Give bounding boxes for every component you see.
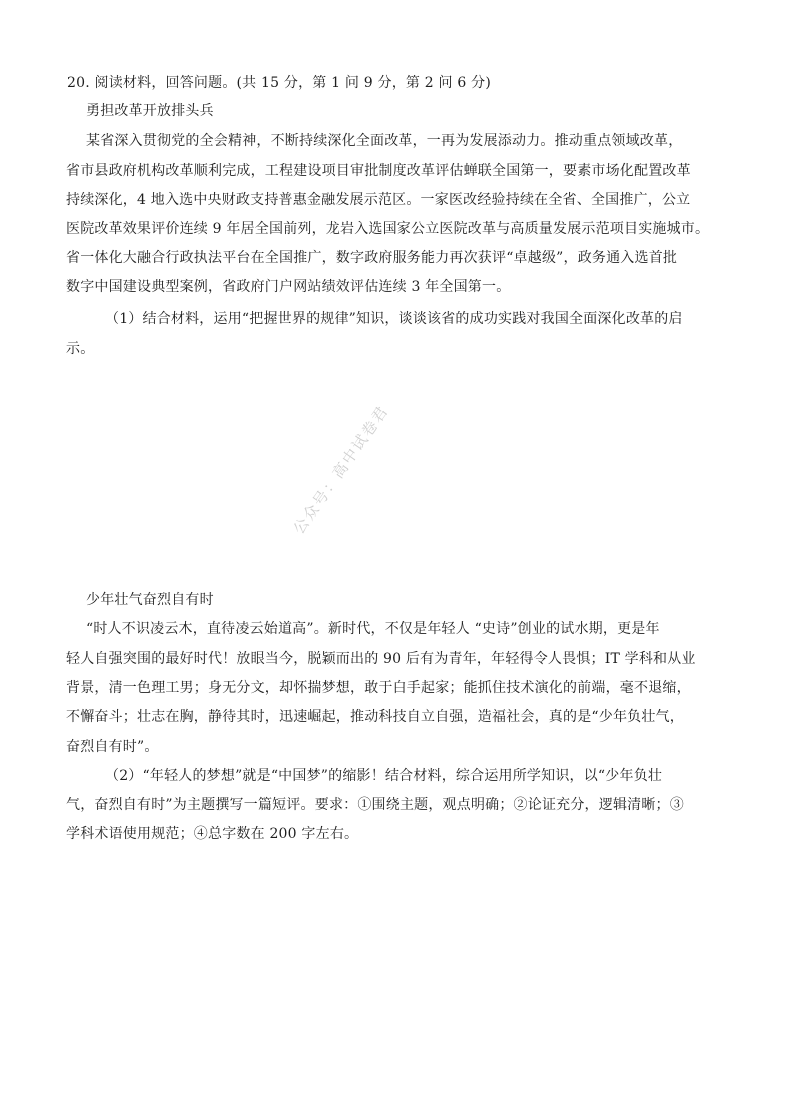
material-2-line: 不懈奋斗；壮志在胸，静待其时，迅速崛起，推动科技自立自强，造福社会，真的是“少年负壮气， bbox=[66, 709, 684, 725]
material-2-line: 奋烈自有时”。 bbox=[66, 739, 159, 755]
question-2-text-cont: 气，奋烈自有时”为主题撰写一篇短评。要求：①围绕主题，观点明确；②论证充分，逻辑清晰；③ bbox=[66, 797, 684, 813]
material-1-line: 某省深入贯彻党的全会精神，不断持续深化全面改革，一再为发展添动力。推动重点领域改革， bbox=[86, 133, 683, 149]
question-2-text-cont: 学科术语使用规范；④总字数在 200 字左右。 bbox=[66, 826, 359, 842]
material-2-line: “时人不识凌云木，直待凌云始道高”。新时代，不仅是年轻人 “史诗”创业的试水期，更是年 bbox=[86, 621, 660, 637]
question-1-text: （1）结合材料，运用“把握世界的规律”知识，谈谈该省的成功实践对我国全面深化改革的启 bbox=[105, 311, 683, 327]
material-1-line: 数字中国建设典型案例，省政府门户网站绩效评估连续 3 年全国第一。 bbox=[66, 279, 511, 295]
material-1-line: 省一体化大融合行政执法平台在全国推广，数字政府服务能力再次获评“卓越级”，政务通入选首批 bbox=[66, 250, 678, 266]
material-2-line: 背景，清一色理工男；身无分文，却怀揣梦想，敢于白手起家；能抓住技术演化的前端，毫不退缩， bbox=[66, 680, 691, 696]
material-1-line: 省市县政府机构改革顺利完成，工程建设项目审批制度改革评估蝉联全国第一，要素市场化配置改革 bbox=[66, 163, 691, 179]
question-header: 20. 阅读材料，回答问题。(共 15 分，第 1 问 9 分，第 2 问 6 分) bbox=[67, 75, 491, 91]
material-1-line: 持续深化，4 地入选中央财政支持普惠金融发展示范区。一家医改经验持续在全省、全国推广，公立 bbox=[66, 192, 691, 208]
material-2-line: 轻人自强突围的最好时代！放眼当今，脱颖而出的 90 后有为青年，年轻得令人畏惧；IT 学科和从业 bbox=[66, 651, 696, 667]
material-1-title: 勇担改革开放排头兵 bbox=[86, 103, 214, 119]
question-2-text: （2）“年轻人的梦想”就是“中国梦”的缩影！结合材料，综合运用所学知识，以“少年负壮 bbox=[105, 768, 663, 784]
question-1-text-cont: 示。 bbox=[66, 341, 95, 357]
material-1-line: 医院改革效果评价连续 9 年居全国前列，龙岩入选国家公立医院改革与高质量发展示范项目实施城市。 bbox=[66, 221, 710, 237]
material-2-title: 少年壮气奋烈自有时 bbox=[86, 592, 214, 608]
watermark-text: 公众号：高中试卷君 bbox=[289, 401, 393, 538]
